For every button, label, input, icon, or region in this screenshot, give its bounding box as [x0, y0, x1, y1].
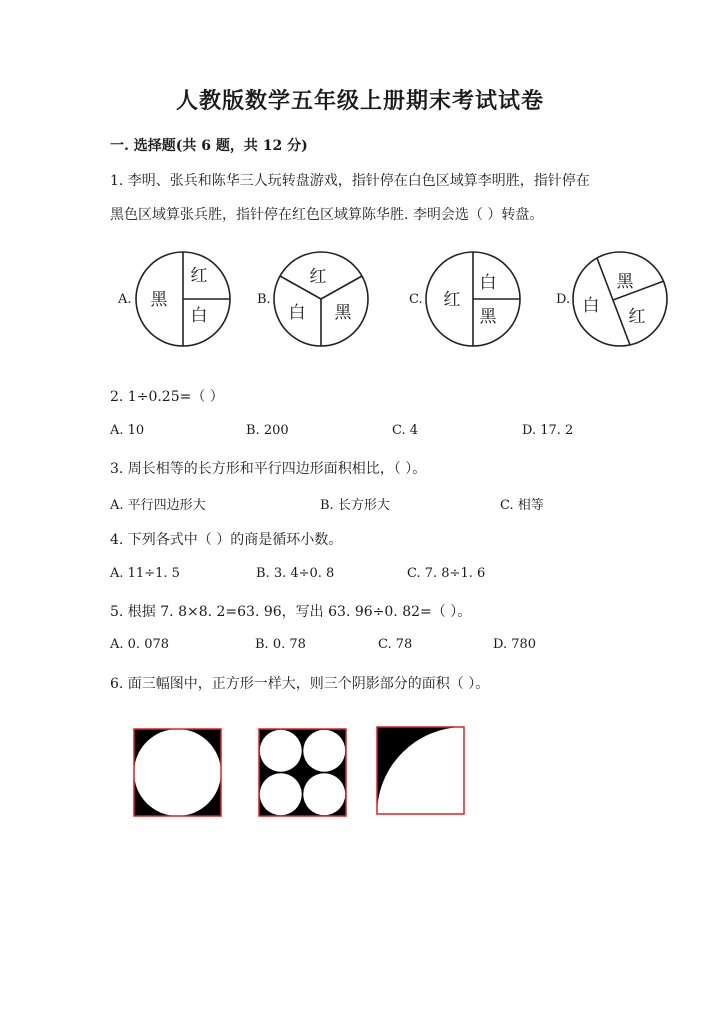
- spinner-a-white-label: 白: [190, 306, 208, 326]
- q1-option-d-label: D.: [556, 292, 571, 307]
- section-heading: 一. 选择题(共 6 题，共 12 分): [110, 138, 308, 154]
- q4-option-c: C. 7. 8÷1. 6: [407, 566, 486, 581]
- q1-option-b-label: B.: [257, 292, 271, 307]
- figure-quarter-circle: [377, 727, 464, 814]
- spinner-b-red-label: 红: [309, 267, 327, 287]
- q5-option-d: D. 780: [493, 637, 537, 652]
- q2-option-a: A. 10: [110, 423, 145, 438]
- figure-single-circle: [134, 729, 221, 816]
- q3-option-b: B. 长方形大: [320, 498, 390, 513]
- spinner-d-black-label: 黑: [616, 272, 634, 292]
- spinner-b-black-label: 黑: [334, 303, 352, 323]
- spinner-c-red-label: 红: [443, 290, 461, 310]
- q1-option-a-label: A.: [118, 292, 132, 307]
- q2-option-b: B. 200: [246, 423, 289, 438]
- spinner-d-white-label: 白: [582, 296, 600, 316]
- q5-option-a: A. 0. 078: [110, 637, 170, 652]
- figure-four-circles: [259, 729, 346, 816]
- question-3-stem: 3. 周长相等的长方形和平行四边形面积相比，（ ）。: [110, 461, 427, 477]
- page-title: 人教版数学五年级上册期末考试试卷: [175, 88, 544, 114]
- spinner-b-white-label: 白: [288, 303, 306, 323]
- q5-option-b: B. 0. 78: [255, 637, 306, 652]
- question-1-line-2: 黑色区域算张兵胜，指针停在红色区域算陈华胜. 李明会选（ ）转盘。: [110, 207, 544, 223]
- question-4-stem: 4. 下列各式中（ ）的商是循环小数。: [110, 532, 343, 548]
- q3-option-c: C. 相等: [500, 498, 544, 513]
- spinner-a-black-label: 黑: [150, 290, 168, 310]
- question-1-line-1: 1. 李明、张兵和陈华三人玩转盘游戏，指针停在白色区域算李明胜，指针停在: [110, 173, 590, 189]
- question-6-stem: 6. 面三幅图中，正方形一样大，则三个阴影部分的面积（ ）。: [110, 676, 490, 692]
- spinner-d-red-label: 红: [628, 307, 646, 327]
- spinner-c-white-label: 白: [479, 273, 497, 293]
- q4-option-a: A. 11÷1. 5: [110, 566, 180, 581]
- q5-option-c: C. 78: [378, 637, 413, 652]
- spinner-c-black-label: 黑: [479, 307, 497, 327]
- spinner-a-red-label: 红: [190, 266, 208, 286]
- q2-option-c: C. 4: [392, 423, 419, 438]
- question-5-stem: 5. 根据 7. 8×8. 2=63. 96，写出 63. 96÷0. 82=（ ）。: [110, 604, 472, 620]
- q1-option-c-label: C.: [409, 292, 423, 307]
- q3-option-a: A. 平行四边形大: [110, 498, 206, 513]
- q4-option-b: B. 3. 4÷0. 8: [256, 566, 335, 581]
- q2-option-d: D. 17. 2: [522, 423, 574, 438]
- question-2-stem: 2. 1÷0.25=（ ）: [110, 389, 224, 405]
